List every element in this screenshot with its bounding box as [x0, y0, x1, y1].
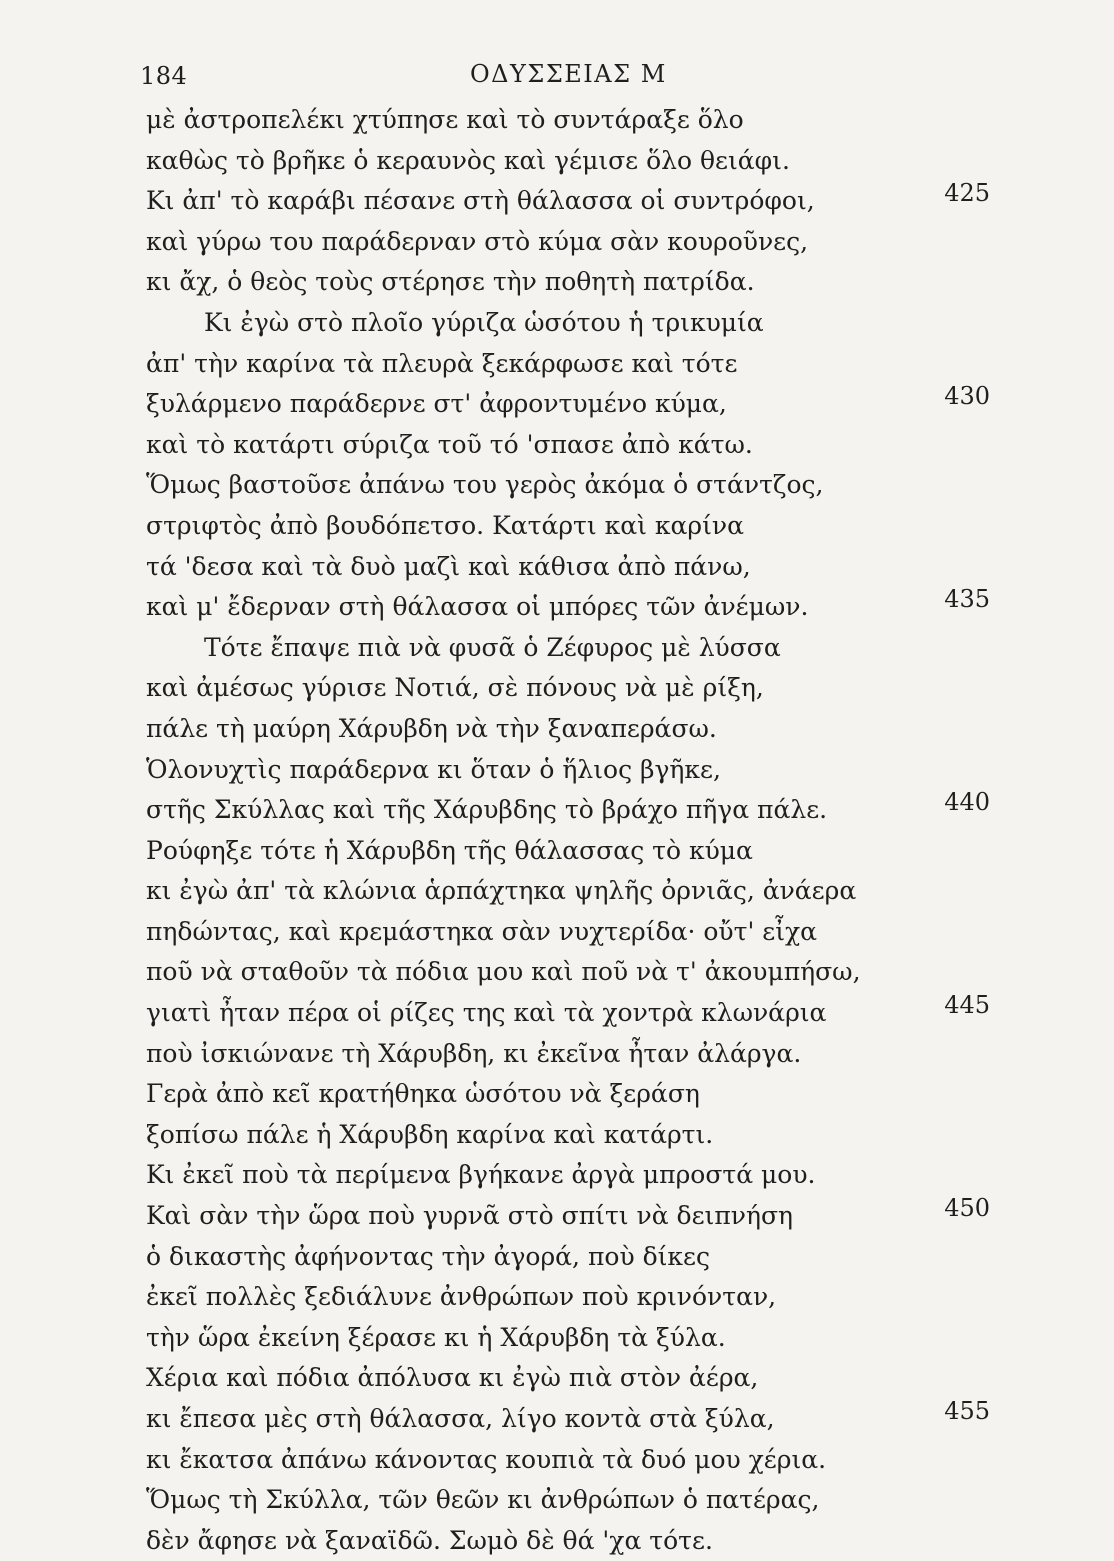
verse-line [146, 788, 990, 831]
verse-text: Κι ἀπ' τὸ καράβι πέσανε στὴ θάλασσα οἱ συντρόφοι, [146, 186, 815, 216]
verse-line [146, 831, 976, 872]
verse-line [146, 141, 976, 182]
verse-line [146, 912, 976, 953]
verse-text: μὲ ἀστροπελέκι χτύπησε καὶ τὸ συντάραξε ὅλο [146, 105, 744, 134]
verse-text: ὁ δικαστὴς ἀφήνοντας τὴν ἀγορά, ποὺ δίκες [146, 1241, 711, 1271]
line-number: 430 [944, 382, 990, 411]
line-number: 445 [944, 991, 990, 1020]
verse-line [146, 465, 976, 506]
verse-line [146, 425, 976, 466]
verse-text: Ὅμως βαστοῦσε ἀπάνω του γερὸς ἀκόμα ὁ στάντζος, [146, 470, 824, 500]
verse-text: Ρούφηξε τότε ἡ Χάρυβδη τῆς θάλασσας τὸ κύμα [146, 835, 753, 865]
verse-line [146, 547, 976, 588]
verse-text: ποῦ νὰ σταθοῦν τὰ πόδια μου καὶ ποῦ νὰ τ' ἀκουμπήσω, [146, 957, 861, 987]
verse-line [146, 1155, 976, 1196]
verse-line [146, 628, 976, 669]
line-number: 435 [944, 585, 990, 614]
verse-text: καθὼς τὸ βρῆκε ὁ κεραυνὸς καὶ γέμισε ὅλο θειάφι. [146, 145, 790, 175]
verse-text: Ὁλονυχτὶς παράδερνα κι ὅταν ὁ ἥλιος βγῆκε, [146, 754, 721, 784]
verse-text: γιατὶ ἦταν πέρα οἱ ρίζες της καὶ τὰ χοντρὰ κλωνάρια [146, 998, 827, 1028]
verse-line [146, 262, 976, 303]
verse-text: Τότε ἔπαψε πιὰ νὰ φυσᾶ ὁ Ζέφυρος μὲ λύσσα [204, 632, 781, 662]
verse-line [146, 1358, 976, 1399]
verse-line [146, 1440, 976, 1481]
verse-text: καὶ τὸ κατάρτι σύριζα τοῦ τό 'σπασε ἀπὸ κάτω. [146, 429, 753, 459]
page-number: 184 [140, 62, 188, 90]
verse-text: καὶ ἀμέσως γύρισε Νοτιά, σὲ πόνους νὰ μὲ ρίξη, [146, 673, 764, 703]
verse-line [146, 585, 990, 628]
line-number: 440 [944, 788, 990, 817]
verse-line [146, 1277, 976, 1318]
verse-line [146, 709, 976, 750]
verse-text: Χέρια καὶ πόδια ἀπόλυσα κι ἐγὼ πιὰ στὸν ἀέρα, [146, 1363, 759, 1393]
verse-line [146, 1397, 990, 1440]
verse-text: ἐκεῖ πολλὲς ξεδιάλυνε ἀνθρώπων ποὺ κρινόνταν, [146, 1282, 777, 1312]
verse-line [146, 222, 976, 263]
verse-text: κι ἔπεσα μὲς στὴ θάλασσα, λίγο κοντὰ στὰ ξύλα, [146, 1404, 775, 1433]
verse-line [146, 1034, 976, 1075]
verse-text: Ὅμως τὴ Σκύλλα, τῶν θεῶν κι ἀνθρώπων ὁ πατέρας, [146, 1485, 820, 1515]
verse-line [146, 382, 990, 425]
verse-line [146, 344, 976, 385]
verse-text: ξοπίσω πάλε ἡ Χάρυβδη καρίνα καὶ κατάρτι. [146, 1119, 714, 1149]
line-number: 425 [944, 179, 990, 208]
verse-text: στριφτὸς ἀπὸ βουδόπετσο. Κατάρτι καὶ καρίνα [146, 510, 744, 540]
verse-line [146, 1115, 976, 1156]
verse-text: δὲν ἄφησε νὰ ξαναϊδῶ. Σωμὸ δὲ θά 'χα τότε. [146, 1525, 713, 1555]
verse-text: Καὶ σὰν τὴν ὥρα ποὺ γυρνᾶ στὸ σπίτι νὰ δειπνήση [146, 1201, 794, 1231]
verse-text: Γερὰ ἀπὸ κεῖ κρατήθηκα ὡσότου νὰ ξεράση [146, 1079, 700, 1109]
verse-text: κι ἄχ, ὁ θεὸς τοὺς στέρησε τὴν ποθητὴ πατρίδα. [146, 267, 755, 297]
verse-text: ποὺ ἰσκιώνανε τὴ Χάρυβδη, κι ἐκεῖνα ἦταν ἀλάργα. [146, 1038, 802, 1068]
verse-text: τὴν ὥρα ἐκείνη ξέρασε κι ἡ Χάρυβδη τὰ ξύλα. [146, 1322, 726, 1352]
verse-text: κι ἐγὼ ἀπ' τὰ κλώνια ἁρπάχτηκα ψηλῆς ὀρνιᾶς, ἀνάερα [146, 876, 857, 906]
verse-text: καὶ γύρω του παράδερναν στὸ κύμα σὰν κουροῦνες, [146, 226, 809, 256]
verse-line [146, 303, 976, 344]
verse-line [146, 506, 976, 547]
verse-text: καὶ μ' ἔδερναν στὴ θάλασσα οἱ μπόρες τῶν ἀνέμων. [146, 592, 809, 622]
verse-line [146, 179, 990, 222]
verse-line [146, 1480, 976, 1521]
verse-text: κι ἔκατσα ἀπάνω κάνοντας κουπιὰ τὰ δυό μου χέρια. [146, 1444, 827, 1474]
verse-text: στῆς Σκύλλας καὶ τῆς Χάρυβδης τὸ βράχο πῆγα πάλε. [146, 795, 828, 825]
verse-line [146, 1318, 976, 1359]
line-number: 450 [944, 1194, 990, 1223]
verse-line [146, 871, 976, 912]
verse-text: Κι ἐγὼ στὸ πλοῖο γύριζα ὡσότου ἡ τρικυμία [204, 307, 764, 337]
verse-line [146, 668, 976, 709]
verse-text: ἀπ' τὴν καρίνα τὰ πλευρὰ ξεκάρφωσε καὶ τότε [146, 348, 738, 378]
verse-line [146, 1521, 976, 1561]
verse-line [146, 991, 990, 1034]
verse-text: πάλε τὴ μαύρη Χάρυβδη νὰ τὴν ξαναπεράσω. [146, 713, 717, 743]
verse-line [146, 1237, 976, 1278]
line-number: 455 [944, 1397, 990, 1425]
verse-text: πηδώντας, καὶ κρεμάστηκα σὰν νυχτερίδα· οὔτ' εἶχα [146, 916, 818, 946]
verse-line [146, 952, 976, 993]
running-title: ΟΔΥΣΣΕΙΑΣ Μ [470, 60, 667, 88]
verse-text: ξυλάρμενο παράδερνε στ' ἀφροντυμένο κύμα, [146, 389, 727, 419]
poem-text [146, 100, 990, 1561]
verse-line [146, 100, 976, 141]
verse-line [146, 1194, 990, 1237]
verse-text: Κι ἐκεῖ ποὺ τὰ περίμενα βγήκανε ἀργὰ μπροστά μου. [146, 1160, 816, 1190]
verse-text: τά 'δεσα καὶ τὰ δυὸ μαζὶ καὶ κάθισα ἀπὸ πάνω, [146, 551, 751, 581]
verse-line [146, 750, 976, 791]
verse-line [146, 1074, 976, 1115]
